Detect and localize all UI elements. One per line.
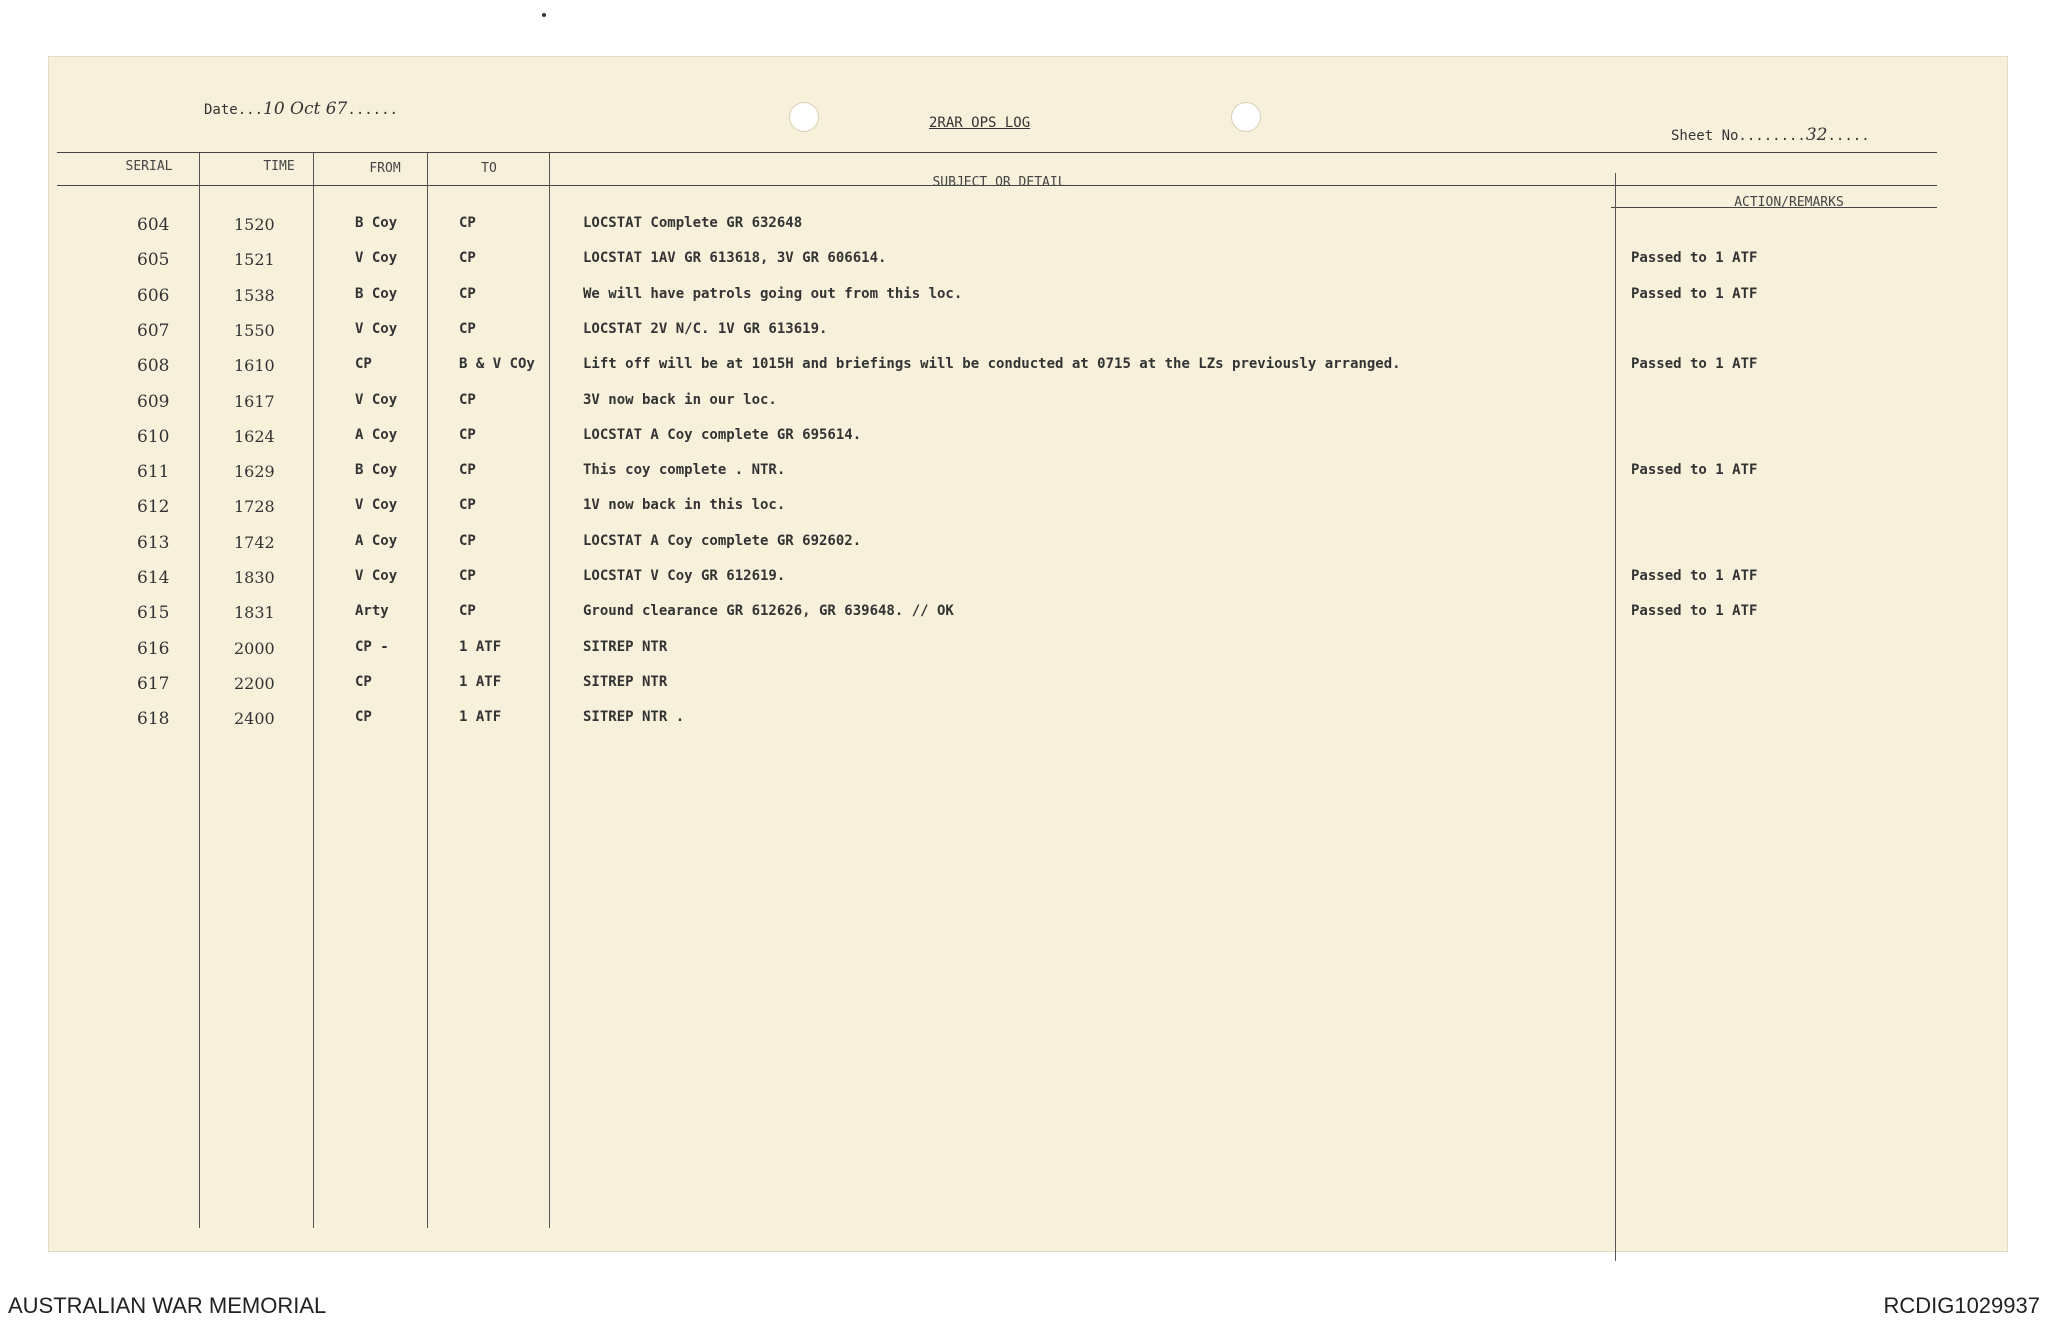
log-title: 2RAR OPS LOG [929, 115, 1031, 131]
log-sheet [48, 56, 2008, 1252]
serial-cell: 610 [137, 426, 170, 447]
serial-cell: 614 [137, 568, 170, 588]
punch-hole [1231, 102, 1261, 132]
time-cell: 2400 [234, 709, 275, 729]
serial-cell: 605 [137, 250, 170, 271]
serial-cell: 604 [137, 215, 170, 235]
column-header-time: TIME [263, 159, 295, 174]
detail-cell: LOCSTAT A Coy complete GR 695614. [583, 426, 862, 443]
column-divider [313, 153, 314, 1228]
header-top-rule [57, 152, 1937, 153]
detail-cell: LOCSTAT 2V N/C. 1V GR 613619. [583, 320, 828, 337]
detail-cell: LOCSTAT A Coy complete GR 692602. [583, 532, 862, 549]
to-cell: CP [459, 320, 476, 337]
to-cell: 1 ATF [459, 638, 502, 655]
column-divider [199, 153, 200, 1228]
from-cell: B Coy [355, 215, 398, 231]
footer-source: AUSTRALIAN WAR MEMORIAL [8, 1293, 327, 1318]
detail-cell: This coy complete . NTR. [583, 462, 786, 479]
action-cell: Passed to 1 ATF [1631, 603, 1758, 620]
column-divider [1615, 173, 1616, 1261]
to-cell: CP [459, 497, 476, 514]
detail-cell: SITREP NTR . [583, 709, 685, 726]
to-cell: CP [459, 568, 476, 584]
time-cell: 2200 [234, 673, 275, 693]
time-cell: 1610 [234, 356, 275, 376]
detail-cell: SITREP NTR [583, 638, 668, 655]
date-dots: ...... [347, 102, 398, 118]
date-label: Date... [204, 102, 264, 118]
from-cell: B Coy [355, 285, 398, 302]
serial-cell: 615 [137, 603, 170, 624]
to-cell: CP [459, 532, 476, 549]
time-cell: 1617 [234, 391, 275, 411]
time-cell: 2000 [234, 638, 275, 658]
time-cell: 1830 [234, 568, 275, 587]
time-cell: 1521 [234, 250, 275, 270]
action-cell: Passed to 1 ATF [1631, 568, 1758, 584]
sheet-dots: ..... [1827, 128, 1870, 144]
action-cell: Passed to 1 ATF [1631, 250, 1758, 267]
to-cell: B & V COy [459, 356, 535, 373]
footer-reference: RCDIG1029937 [1883, 1293, 2040, 1318]
from-cell: V Coy [355, 250, 398, 267]
from-cell: V Coy [355, 320, 398, 337]
serial-cell: 607 [137, 320, 170, 341]
column-header-to: TO [481, 161, 497, 176]
action-cell: Passed to 1 ATF [1631, 462, 1758, 479]
to-cell: CP [459, 603, 476, 620]
detail-cell: LOCSTAT 1AV GR 613618, 3V GR 606614. [583, 250, 887, 267]
date-value: 10 Oct 67 [263, 99, 348, 119]
serial-cell: 609 [137, 391, 170, 412]
to-cell: 1 ATF [459, 709, 502, 726]
column-header-subject: SUBJECT OR DETAIL [932, 175, 1066, 190]
serial-cell: 617 [137, 673, 170, 694]
detail-cell: 3V now back in our loc. [583, 391, 777, 408]
serial-cell: 608 [137, 356, 170, 377]
column-header-from: FROM [369, 161, 401, 176]
time-cell: 1550 [234, 320, 275, 340]
to-cell: CP [459, 285, 476, 302]
time-cell: 1728 [234, 497, 275, 517]
time-cell: 1831 [234, 603, 275, 623]
punch-hole [789, 102, 819, 132]
scan-speck [542, 13, 546, 17]
action-cell: Passed to 1 ATF [1631, 285, 1758, 302]
from-cell: CP [355, 673, 372, 690]
from-cell: A Coy [355, 426, 398, 443]
column-header-serial: SERIAL [125, 159, 173, 174]
from-cell: Arty [355, 603, 389, 620]
time-cell: 1538 [234, 285, 275, 305]
time-cell: 1629 [234, 462, 275, 482]
column-divider [427, 153, 428, 1228]
sheet-value: 32 [1805, 125, 1828, 145]
date-field [204, 99, 398, 119]
detail-cell: LOCSTAT V Coy GR 612619. [583, 568, 786, 584]
to-cell: 1 ATF [459, 673, 502, 690]
to-cell: CP [459, 215, 476, 231]
sheet-label: Sheet No........ [1671, 128, 1806, 144]
serial-cell: 606 [137, 285, 170, 306]
time-cell: 1520 [234, 215, 275, 234]
sheet-number-field [1671, 125, 1870, 145]
from-cell: CP [355, 709, 372, 726]
detail-cell: Lift off will be at 1015H and briefings will be conducted at 0715 at the LZs previously arranged. [583, 356, 1401, 373]
serial-cell: 616 [137, 638, 170, 659]
action-cell: Passed to 1 ATF [1631, 356, 1758, 373]
from-cell: CP [355, 356, 372, 373]
serial-cell: 613 [137, 532, 170, 553]
detail-cell: We will have patrols going out from this loc. [583, 285, 963, 302]
to-cell: CP [459, 426, 476, 443]
time-cell: 1742 [234, 532, 275, 552]
detail-cell: Ground clearance GR 612626, GR 639648. // OK [583, 603, 954, 620]
from-cell: V Coy [355, 391, 398, 408]
serial-cell: 611 [137, 462, 170, 483]
time-cell: 1624 [234, 426, 275, 446]
column-divider [549, 153, 550, 1228]
to-cell: CP [459, 391, 476, 408]
to-cell: CP [459, 462, 476, 479]
serial-cell: 618 [137, 709, 170, 730]
from-cell: B Coy [355, 462, 398, 479]
detail-cell: SITREP NTR [583, 673, 668, 690]
detail-cell: LOCSTAT Complete GR 632648 [583, 215, 803, 231]
to-cell: CP [459, 250, 476, 267]
from-cell: V Coy [355, 497, 398, 514]
detail-cell: 1V now back in this loc. [583, 497, 786, 514]
column-header-action: ACTION/REMARKS [1734, 195, 1844, 210]
serial-cell: 612 [137, 497, 170, 518]
from-cell: V Coy [355, 568, 398, 584]
from-cell: A Coy [355, 532, 398, 549]
from-cell: CP - [355, 638, 389, 655]
